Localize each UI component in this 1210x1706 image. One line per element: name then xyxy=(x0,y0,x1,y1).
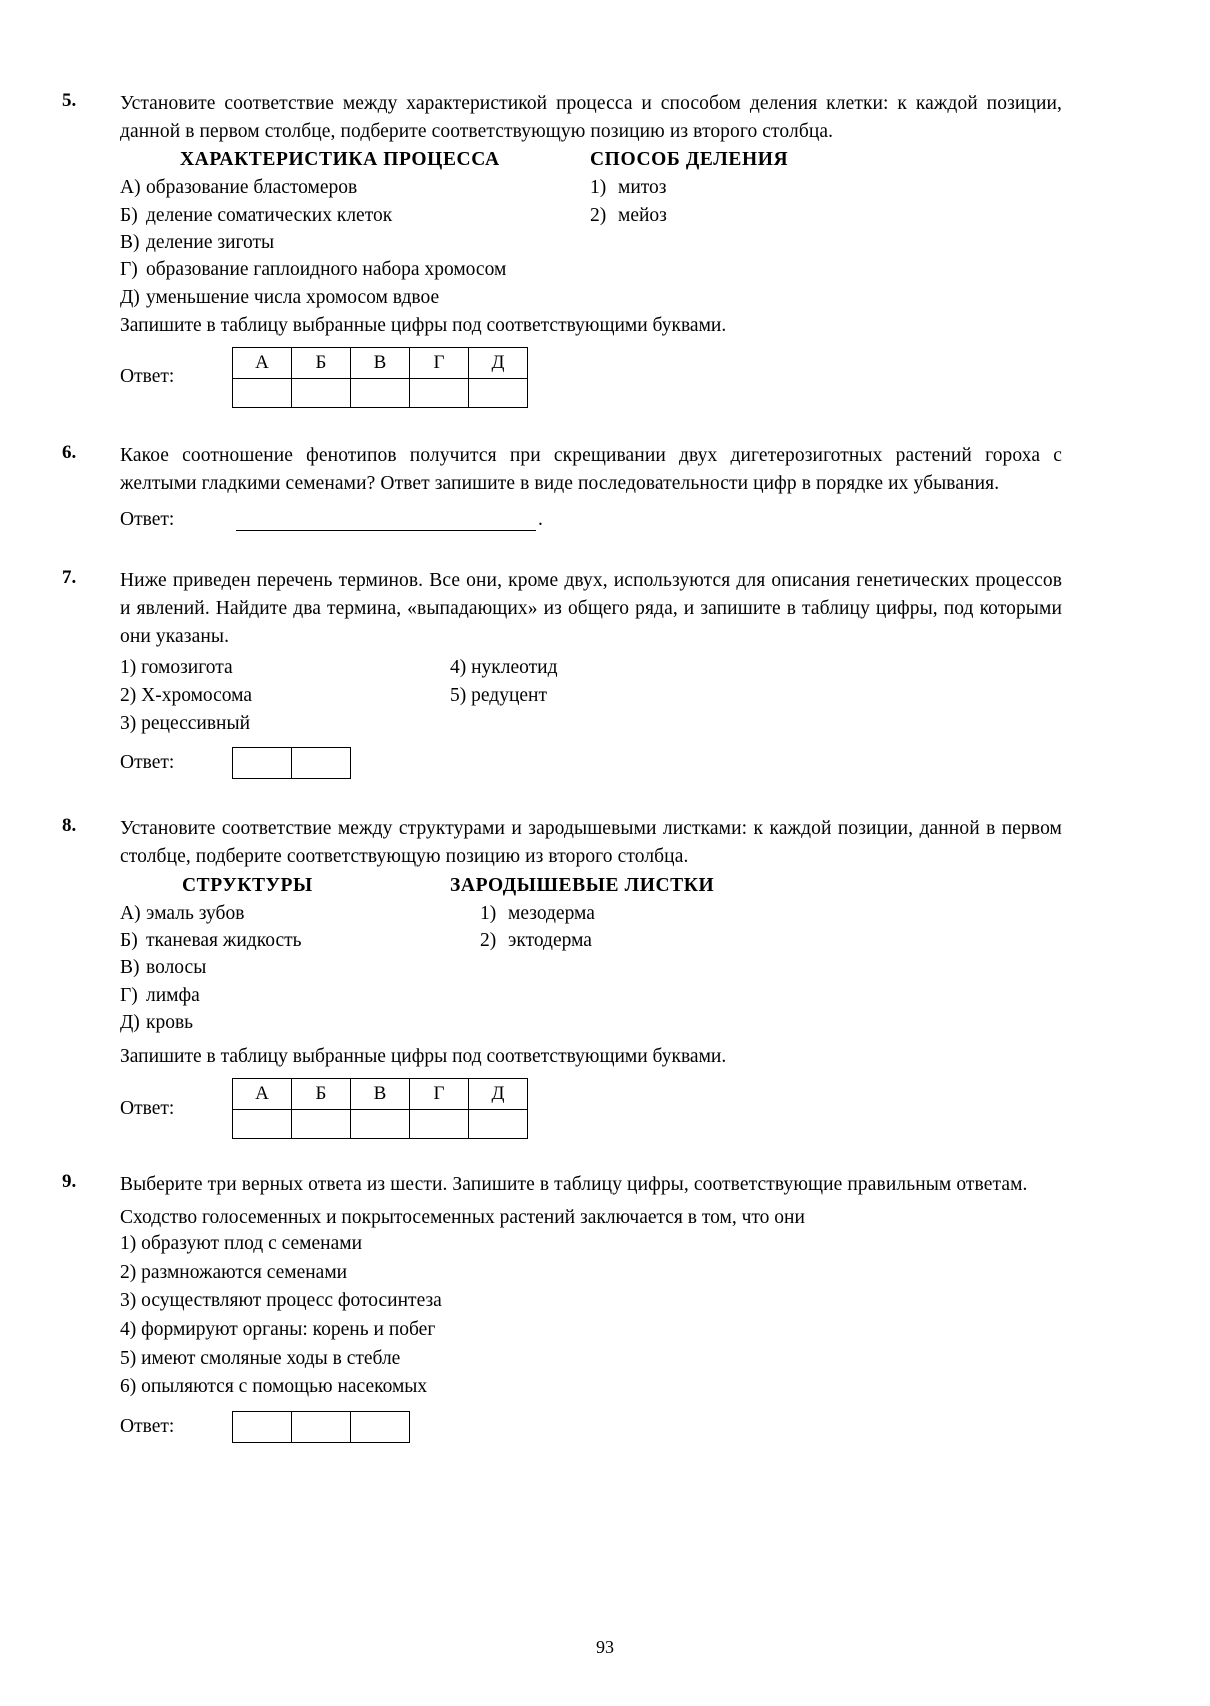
column-left xyxy=(120,875,450,1036)
answer-cell[interactable] xyxy=(292,378,351,407)
task-number: 5. xyxy=(62,90,77,111)
list-item: 1) образуют плод с семенами xyxy=(120,1232,363,1254)
item-label: Г) xyxy=(120,984,138,1006)
answer-label: Ответ: xyxy=(120,1416,175,1438)
answer-table[interactable] xyxy=(232,747,351,779)
item-label: 1) xyxy=(590,177,607,199)
answer-cell[interactable] xyxy=(233,1110,292,1139)
item-label: 2) xyxy=(590,204,607,226)
task-body xyxy=(120,567,1062,779)
list-item: 2) Х-хромосома xyxy=(120,684,253,706)
task-body xyxy=(120,1171,1062,1443)
table-row xyxy=(233,347,528,378)
column-left-heading: СТРУКТУРЫ xyxy=(182,874,313,896)
item-text: кровь xyxy=(146,1011,194,1033)
task-number: 9. xyxy=(62,1171,77,1193)
list-item xyxy=(120,174,590,201)
column-right xyxy=(590,149,1010,310)
item-text: эктодерма xyxy=(508,930,592,952)
task-subtext: Сходство голосеменных и покрытосеменных растений заключается в том, что они xyxy=(120,1206,805,1228)
task-stem: Установите соответствие между характеристикой процесса и способом деления клетки: к каждой позиции, данной в первом столбце, подберите соответствующую позицию из второго столбца. xyxy=(120,93,1062,142)
list-item: 1) гомозигота xyxy=(120,657,233,679)
list-item xyxy=(120,202,590,229)
list-item xyxy=(590,174,1010,201)
answer-cell[interactable] xyxy=(351,1110,410,1139)
task-note: Запишите в таблицу выбранные цифры под соответствующими буквами. xyxy=(120,1046,727,1068)
item-label: В) xyxy=(120,231,140,253)
item-label: Б) xyxy=(120,930,138,952)
task-6 xyxy=(62,442,1062,531)
answer-table[interactable] xyxy=(232,1411,410,1443)
answer-cell[interactable] xyxy=(469,378,528,407)
item-label: Д) xyxy=(120,1011,140,1033)
item-text: мезодерма xyxy=(508,902,595,924)
item-label: Д) xyxy=(120,286,140,308)
list-item xyxy=(120,229,590,256)
task-body xyxy=(120,442,1062,531)
table-row xyxy=(233,1079,528,1110)
item-text: лимфа xyxy=(146,984,200,1006)
table-header-cell: Г xyxy=(410,1079,469,1110)
item-text: тканевая жидкость xyxy=(146,930,302,952)
list-item xyxy=(450,900,870,927)
task-stem: Установите соответствие между структурами и зародышевыми листками: к каждой позиции, данной в первом столбце, подберите соответствующую позицию из второго столбца. xyxy=(120,818,1062,868)
column-right xyxy=(450,875,870,1036)
list-item: 3) осуществляют процесс фотосинтеза xyxy=(120,1290,442,1312)
table-row xyxy=(233,1412,410,1443)
answer-label: Ответ: xyxy=(120,752,175,774)
column-left xyxy=(120,149,590,310)
task-5 xyxy=(62,90,1062,408)
task-7 xyxy=(62,567,1062,779)
term-list xyxy=(120,654,1062,737)
answer-label: Ответ: xyxy=(120,509,175,531)
task-number: 7. xyxy=(62,567,77,589)
option-list xyxy=(120,1230,1062,1401)
match-columns xyxy=(120,149,1062,310)
list-item xyxy=(120,954,450,981)
match-columns xyxy=(120,875,1062,1036)
list-item: 4) формируют органы: корень и побег xyxy=(120,1318,436,1340)
table-header-cell: Д xyxy=(469,1079,528,1110)
term-column-1 xyxy=(120,654,450,737)
item-text: уменьшение числа хромосом вдвое xyxy=(146,286,440,308)
list-item: 2) размножаются семенами xyxy=(120,1261,348,1283)
term-column-2 xyxy=(450,654,780,737)
answer-cell[interactable] xyxy=(233,378,292,407)
answer-cell[interactable] xyxy=(351,1412,410,1443)
column-right-heading: СПОСОБ ДЕЛЕНИЯ xyxy=(590,149,789,171)
item-text: образование гаплоидного набора хромосом xyxy=(146,259,507,281)
item-text: деление соматических клеток xyxy=(146,204,393,226)
answer-cell[interactable] xyxy=(292,1412,351,1443)
item-label: Б) xyxy=(120,204,138,226)
answer-cell[interactable] xyxy=(233,1412,292,1443)
item-label: 2) xyxy=(480,930,497,952)
task-number: 8. xyxy=(62,815,77,837)
task-note: Запишите в таблицу выбранные цифры под соответствующими буквами. xyxy=(120,314,727,336)
page-content xyxy=(62,90,1062,1465)
answer-area xyxy=(120,1078,1062,1139)
task-stem: Какое соотношение фенотипов получится при скрещивании двух дигетерозиготных растений гороха с желтыми гладкими семенами? Ответ запишите в виде последовательности цифр в порядке их убывания. xyxy=(120,444,1062,494)
answer-label: Ответ: xyxy=(120,366,175,388)
list-item xyxy=(450,927,870,954)
answer-area xyxy=(120,509,1062,531)
answer-cell[interactable] xyxy=(292,1110,351,1139)
answer-cell[interactable] xyxy=(233,748,292,779)
item-text: митоз xyxy=(618,177,667,199)
answer-cell[interactable] xyxy=(469,1110,528,1139)
column-right-heading: ЗАРОДЫШЕВЫЕ ЛИСТКИ xyxy=(450,874,715,896)
task-body xyxy=(120,815,1062,1139)
answer-table[interactable] xyxy=(232,1078,528,1139)
answer-area xyxy=(120,747,1062,779)
item-text: эмаль зубов xyxy=(146,902,245,924)
item-text: образование бластомеров xyxy=(146,177,358,199)
item-text: волосы xyxy=(146,957,207,979)
list-item xyxy=(120,256,590,283)
list-item xyxy=(120,927,450,954)
list-item: 5) редуцент xyxy=(450,684,547,706)
table-row xyxy=(233,1110,528,1139)
answer-area xyxy=(120,1411,1062,1443)
table-row xyxy=(233,378,528,407)
item-label: 1) xyxy=(480,902,497,924)
list-item xyxy=(120,284,590,311)
table-header-cell: В xyxy=(351,1079,410,1110)
list-item xyxy=(120,982,450,1009)
table-header-cell: Б xyxy=(292,1079,351,1110)
table-header-cell: А xyxy=(233,347,292,378)
table-header-cell: Б xyxy=(292,347,351,378)
answer-cell[interactable] xyxy=(351,378,410,407)
table-header-cell: А xyxy=(233,1079,292,1110)
list-item xyxy=(590,202,1010,229)
answer-cell[interactable] xyxy=(292,748,351,779)
item-text: мейоз xyxy=(618,204,667,226)
task-stem: Ниже приведен перечень терминов. Все они, кроме двух, используются для описания генетических процессов и явлений. Найдите два термина, «выпадающих» из общего ряда, и запишите в таблицу цифры, под которыми они указаны. xyxy=(120,570,1062,647)
answer-cell[interactable] xyxy=(410,378,469,407)
task-body xyxy=(120,90,1062,408)
task-8 xyxy=(62,815,1062,1139)
table-header-cell: Г xyxy=(410,347,469,378)
task-9 xyxy=(62,1171,1062,1443)
answer-label: Ответ: xyxy=(120,1097,175,1119)
answer-cell[interactable] xyxy=(410,1110,469,1139)
list-item: 6) опыляются с помощью насекомых xyxy=(120,1376,428,1398)
table-header-cell: Д xyxy=(469,347,528,378)
answer-table[interactable] xyxy=(232,347,528,408)
answer-area xyxy=(120,347,1062,408)
page-number: 93 xyxy=(596,1637,614,1657)
table-header-cell: В xyxy=(351,347,410,378)
table-row xyxy=(233,748,351,779)
list-item: 5) имеют смоляные ходы в стебле xyxy=(120,1347,401,1369)
list-item: 4) нуклеотид xyxy=(450,657,558,679)
task-stem: Выберите три верных ответа из шести. Запишите в таблицу цифры, соответствующие правильным ответам. xyxy=(120,1174,1028,1196)
task-number: 6. xyxy=(62,441,77,463)
period-mark: . xyxy=(538,509,543,531)
item-label: А) xyxy=(120,177,141,199)
column-left-heading: ХАРАКТЕРИСТИКА ПРОЦЕССА xyxy=(180,149,500,171)
list-item: 3) рецессивный xyxy=(120,712,251,734)
item-label: Г) xyxy=(120,259,138,281)
item-label: А) xyxy=(120,902,141,924)
item-text: деление зиготы xyxy=(146,231,275,253)
item-label: В) xyxy=(120,957,140,979)
list-item xyxy=(120,1009,450,1036)
answer-input-line[interactable] xyxy=(236,510,536,531)
list-item xyxy=(120,900,450,927)
